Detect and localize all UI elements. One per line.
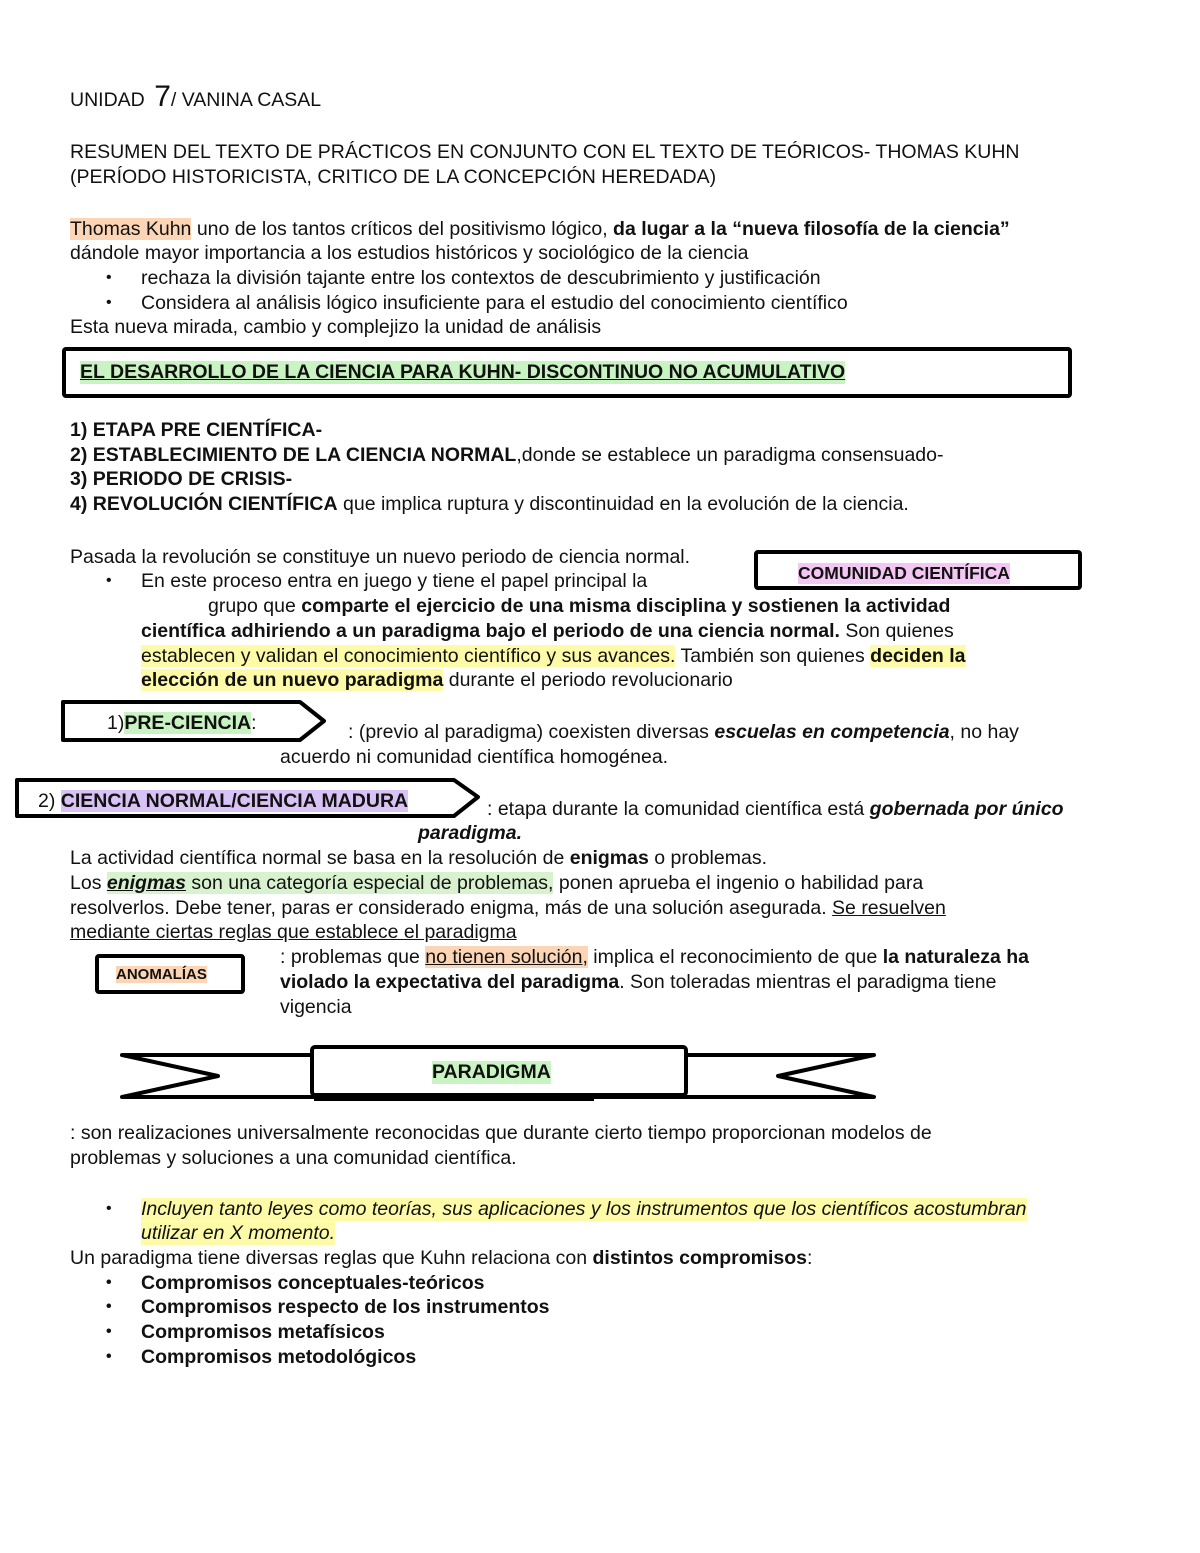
paradigma-rules-pre: Un paradigma tiene diversas reglas que Kuhn relaciona con [70, 1247, 593, 1269]
paradigma-banner-label: PARADIGMA [432, 1061, 551, 1083]
ciencia-normal-line-1-bi: gobernada por único [869, 798, 1064, 820]
preciencia-line-1-post: , no hay [949, 721, 1019, 743]
community-line-2-pre: grupo que [208, 595, 302, 617]
ciencia-normal-line-3 [70, 847, 767, 870]
community-line-3 [141, 620, 954, 643]
intro-bullet-2: Considera al análisis lógico insuficiente para el estudio del conocimiento científico [141, 292, 848, 314]
preciencia-label [107, 712, 257, 735]
unit-number: 7 [154, 80, 171, 113]
paradigma-rules [70, 1247, 812, 1270]
paradigma-bullet-1: Incluyen tanto leyes como teorías, sus aplicaciones y los instrumentos que los científicos acostumbran [141, 1198, 1027, 1220]
intro-line-1 [70, 218, 1010, 241]
ciencia-normal-title: CIENCIA NORMAL/CIENCIA MADURA [60, 790, 409, 812]
ciencia-normal-label [38, 790, 408, 813]
anomalias-line-1-bold: la naturaleza ha [882, 946, 1030, 968]
ciencia-normal-num: 2) [38, 790, 61, 812]
preciencia-line-1 [348, 721, 1019, 744]
community-line-1: Pasada la revolución se constituye un nuevo periodo de ciencia normal. [70, 546, 691, 568]
stage-4 [70, 493, 909, 516]
unit-author: / VANINA CASAL [170, 89, 322, 111]
anomalias-line-2-bold: violado la expectativa del paradigma [280, 971, 620, 993]
bullet-marker: • [106, 1298, 112, 1315]
community-line-4-hl: establecen y validan el conocimiento científico y sus avances. [141, 645, 676, 667]
ciencia-normal-line-6: mediante ciertas reglas que establece el paradigma [70, 921, 517, 943]
community-bullet: En este proceso entra en juego y tiene el papel principal la [141, 570, 648, 592]
summary-line-1: RESUMEN DEL TEXTO DE PRÁCTICOS EN CONJUNTO CON EL TEXTO DE TEÓRICOS- THOMAS KUHN [70, 141, 1020, 163]
anomalias-line-1-mid: implica el reconocimiento de que [587, 946, 883, 968]
community-box-label: COMUNIDAD CIENTÍFICA [798, 563, 1010, 583]
preciencia-line-1-bi: escuelas en competencia [714, 721, 950, 743]
anomalias-line-1-pre: : problemas que [280, 946, 426, 968]
compromiso-item: Compromisos respecto de los instrumentos [141, 1296, 550, 1318]
anomalias-line-2 [280, 971, 996, 994]
community-line-5 [141, 669, 733, 692]
paradigma-bullet-2: utilizar en X momento. [141, 1222, 336, 1244]
ciencia-normal-line-5 [70, 897, 946, 920]
stage-2 [70, 444, 943, 467]
stage-4-desc: que implica ruptura y discontinuidad en la evolución de la ciencia. [337, 493, 909, 515]
community-line-2 [208, 595, 950, 618]
intro-line-3: Esta nueva mirada, cambio y complejizo la unidad de análisis [70, 316, 602, 338]
development-title: EL DESARROLLO DE LA CIENCIA PARA KUHN- DISCONTINUO NO ACUMULATIVO [80, 361, 846, 383]
paradigma-def-2: problemas y soluciones a una comunidad científica. [70, 1147, 517, 1169]
stage-4-title: 4) REVOLUCIÓN CIENTÍFICA [70, 493, 338, 515]
stage-3: 3) PERIODO DE CRISIS- [70, 468, 293, 490]
ciencia-normal-line-4 [70, 872, 923, 895]
community-line-4-mid: También son quienes [675, 645, 871, 667]
preciencia-title: PRE-CIENCIA [124, 712, 252, 734]
intro-bullet-1: rechaza la división tajante entre los contextos de descubrimiento y justificación [141, 267, 821, 289]
summary-line-2: (PERÍODO HISTORICISTA, CRITICO DE LA CONCEPCIÓN HEREDADA) [70, 166, 717, 188]
ciencia-normal-line-3-post: o problemas. [648, 847, 767, 869]
community-line-2-bold: comparte el ejercicio de una misma disciplina y sostienen la actividad [301, 595, 951, 617]
bullet-marker: • [106, 294, 112, 311]
intro-mid: uno de los tantos críticos del positivismo lógico, [191, 218, 614, 240]
community-line-5-bold: elección de un nuevo paradigma [141, 669, 444, 691]
preciencia-line-1-pre: : (previo al paradigma) coexisten diversas [348, 721, 715, 743]
anomalias-line-1 [280, 946, 1029, 969]
compromiso-item: Compromisos conceptuales-teóricos [141, 1272, 485, 1294]
stage-2-title: 2) ESTABLECIMIENTO DE LA CIENCIA NORMAL [70, 444, 517, 466]
community-line-5-rest: durante el periodo revolucionario [443, 669, 733, 691]
anomalias-line-2-rest: . Son toleradas mientras el paradigma tiene [619, 971, 997, 993]
intro-line-2: dándole mayor importancia a los estudios históricos y sociológico de la ciencia [70, 242, 749, 264]
stage-1: 1) ETAPA PRE CIENTÍFICA- [70, 419, 323, 441]
paradigma-rules-bold: distintos compromisos [592, 1247, 808, 1269]
preciencia-line-2: acuerdo ni comunidad científica homogénea. [280, 746, 669, 768]
compromiso-item: Compromisos metodológicos [141, 1346, 417, 1368]
ciencia-normal-line-4-pre: Los [70, 872, 107, 894]
stage-2-desc: ,donde se establece un paradigma consensuado- [516, 444, 944, 466]
bullet-marker: • [106, 1200, 112, 1217]
ciencia-normal-line-2: paradigma. [418, 822, 523, 844]
ciencia-normal-line-4-post: ponen aprueba el ingenio o habilidad para [553, 872, 924, 894]
community-line-4-bold: deciden la [870, 645, 966, 667]
intro-bold: da lugar a la “nueva filosofía de la ciencia” [613, 218, 1010, 240]
preciencia-colon: : [251, 712, 257, 734]
unit-prefix: UNIDAD [70, 89, 145, 111]
paradigma-def-1: : son realizaciones universalmente reconocidas que durante cierto tiempo proporcionan modelos de [70, 1122, 932, 1144]
ciencia-normal-line-1-pre: : etapa durante la comunidad científica está [487, 798, 870, 820]
community-line-3-rest: Son quienes [839, 620, 954, 642]
unit-title [70, 80, 321, 114]
bullet-marker: • [106, 1323, 112, 1340]
ciencia-normal-line-3-pre: La actividad científica normal se basa en la resolución de [70, 847, 570, 869]
compromiso-item: Compromisos metafísicos [141, 1321, 385, 1343]
bullet-marker: • [106, 1274, 112, 1291]
bullet-marker: • [106, 1348, 112, 1365]
community-line-3-bold: científica adhiriendo a un paradigma bajo el periodo de una ciencia normal. [141, 620, 840, 642]
kuhn-name: Thomas Kuhn [70, 218, 192, 240]
paradigma-rules-post: : [807, 1247, 813, 1269]
community-line-4 [141, 645, 966, 668]
bullet-marker: • [106, 572, 112, 589]
ciencia-normal-line-3-bold: enigmas [569, 847, 649, 869]
ciencia-normal-line-4-bi: enigmas [106, 872, 186, 894]
ciencia-normal-line-5-pre: resolverlos. Debe tener, paras er considerado enigma, más de una solución asegurada. [70, 897, 833, 919]
anomalias-line-3: vigencia [280, 996, 352, 1018]
preciencia-num: 1) [107, 712, 125, 734]
ciencia-normal-line-5-u: Se resuelven [832, 897, 946, 919]
anomalias-box-label: ANOMALÍAS [116, 966, 207, 983]
bullet-marker: • [106, 269, 112, 286]
anomalias-line-1-hl: no tienen solución, [425, 946, 588, 968]
ciencia-normal-line-1 [487, 798, 1064, 821]
ciencia-normal-line-4-hl: son una categoría especial de problemas, [185, 872, 554, 894]
